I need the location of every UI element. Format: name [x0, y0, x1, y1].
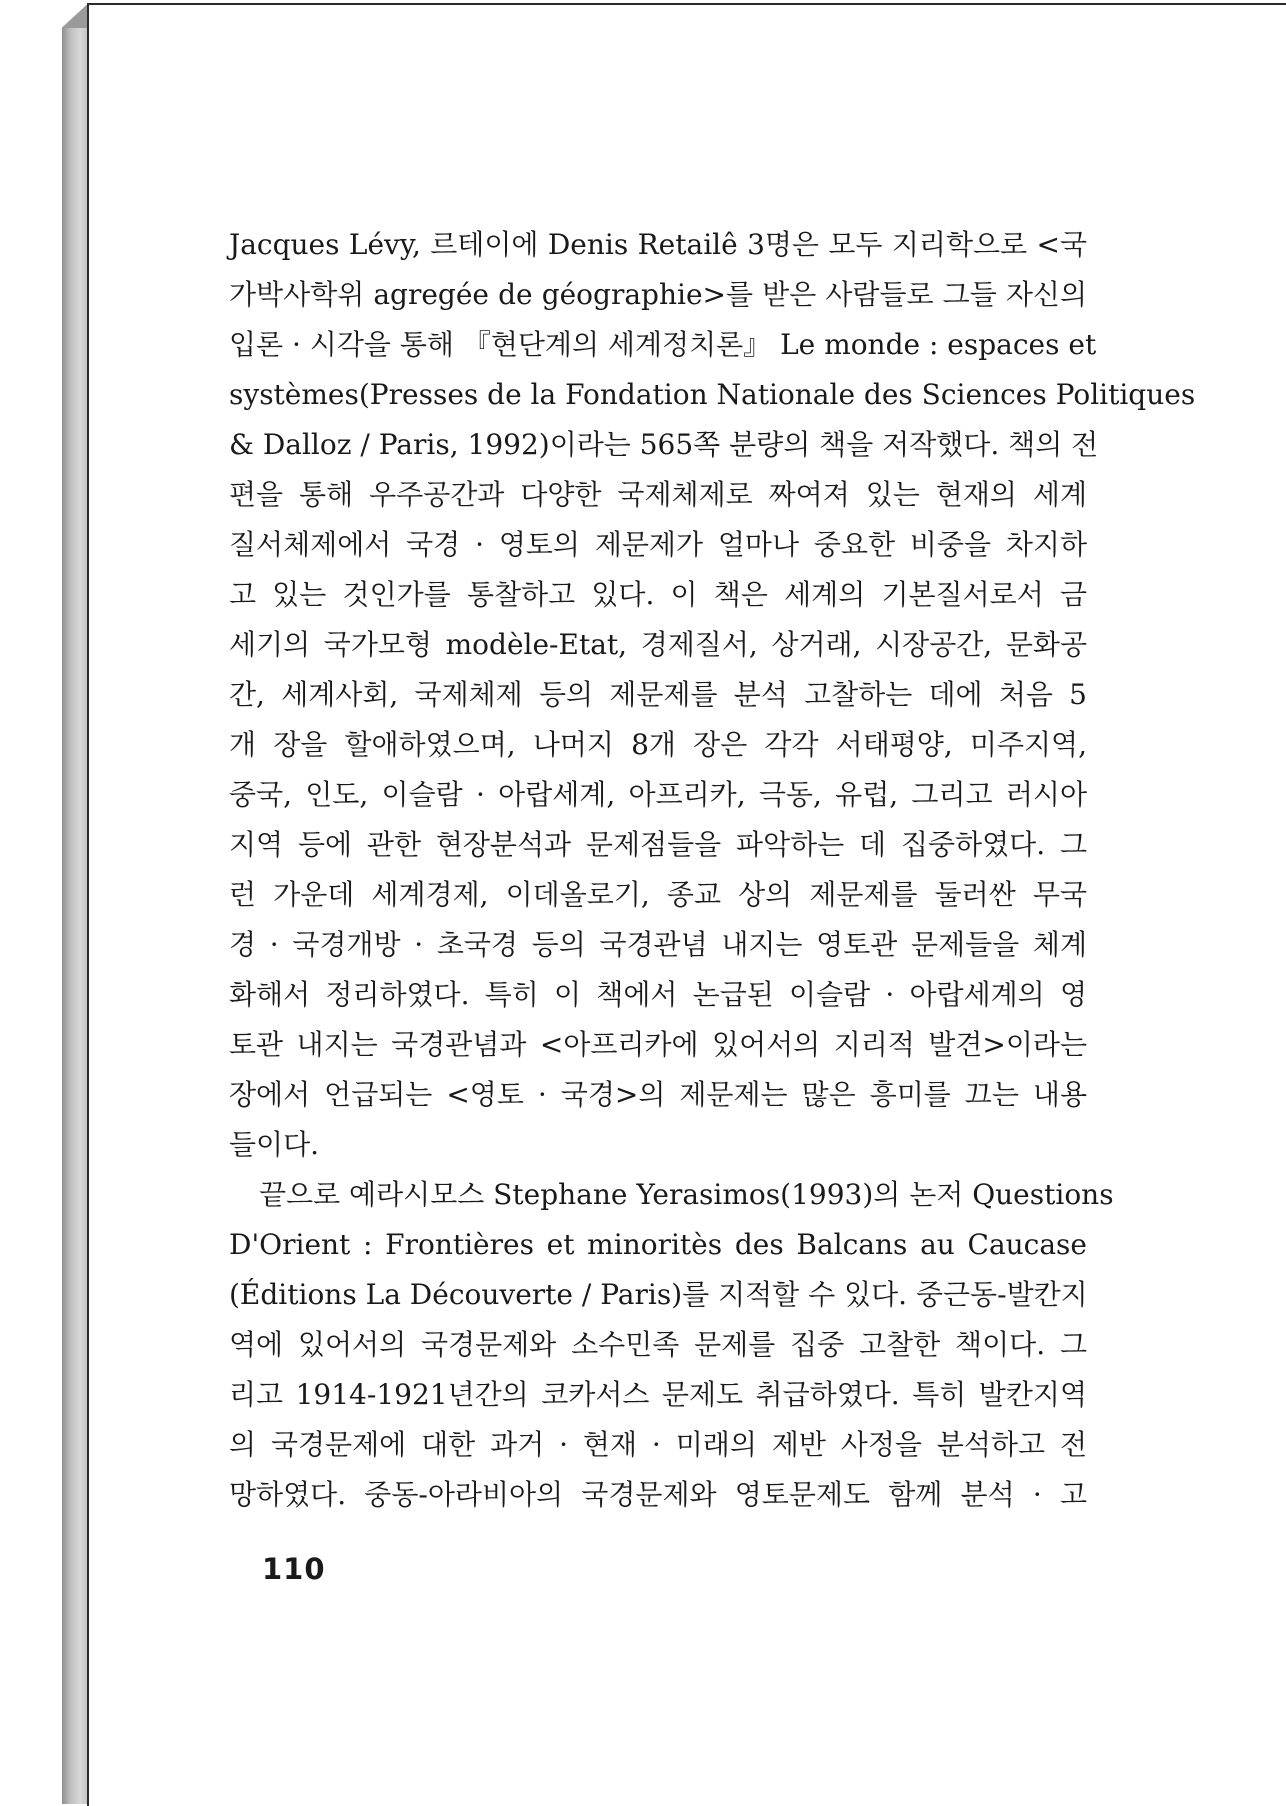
- text-line: 중국, 인도, 이슬람 · 아랍세계, 아프리카, 극동, 유럽, 그리고 러시아: [229, 778, 1087, 811]
- book-spine-top-edge: [62, 4, 88, 28]
- text-line: 편을 통해 우주공간과 다양한 국제체제로 짜여져 있는 현재의 세계: [229, 478, 1087, 511]
- text-line: 세기의 국가모형 modèle-Etat, 경제질서, 상거래, 시장공간, 문화공: [229, 628, 1087, 661]
- text-line: 지역 등에 관한 현장분석과 문제점들을 파악하는 데 집중하였다. 그: [229, 828, 1087, 861]
- text-line: 런 가운데 세계경제, 이데올로기, 종교 상의 제문제를 둘러싼 무국: [229, 878, 1087, 911]
- text-line: Jacques Lévy, 르테이에 Denis Retailê 3명은 모두 지리학으로 <국: [229, 228, 1087, 261]
- body-text: [229, 220, 1196, 1520]
- page-number: 110: [262, 1552, 326, 1586]
- text-line: 화해서 정리하였다. 특히 이 책에서 논급된 이슬람 · 아랍세계의 영: [229, 978, 1087, 1011]
- text-line: 경 · 국경개방 · 초국경 등의 국경관념 내지는 영토관 문제들을 체계: [229, 928, 1087, 961]
- text-line: D'Orient : Frontières et minoritès des Balcans au Caucase: [229, 1228, 1087, 1261]
- text-line: 끝으로 예라시모스 Stephane Yerasimos(1993)의 논저 Questions: [259, 1178, 1114, 1211]
- text-line: 망하였다. 중동-아라비아의 국경문제와 영토문제도 함께 분석 · 고: [229, 1478, 1087, 1511]
- text-line: 질서체제에서 국경 · 영토의 제문제가 얼마나 중요한 비중을 차지하: [229, 528, 1087, 561]
- text-line: 간, 세계사회, 국제체제 등의 제문제를 분석 고찰하는 데에 처음 5: [229, 678, 1087, 711]
- text-line: 개 장을 할애하였으며, 나머지 8개 장은 각각 서태평양, 미주지역,: [229, 728, 1087, 761]
- book-spine: [62, 8, 88, 1804]
- text-line: & Dalloz / Paris, 1992)이라는 565쪽 분량의 책을 저작했다. 책의 전: [229, 428, 1099, 461]
- text-line: (Éditions La Découverte / Paris)를 지적할 수 있다. 중근동-발칸지: [229, 1278, 1088, 1311]
- text-line: 역에 있어서의 국경문제와 소수민족 문제를 집중 고찰한 책이다. 그: [229, 1328, 1087, 1361]
- text-line: 입론 · 시각을 통해 『현단계의 세계정치론』 Le monde : espaces et: [229, 328, 1097, 361]
- text-line: systèmes(Presses de la Fondation Nationale des Sciences Politiques: [229, 378, 1196, 411]
- text-line: 토관 내지는 국경관념과 <아프리카에 있어서의 지리적 발견>이라는: [229, 1028, 1087, 1061]
- text-line: 장에서 언급되는 <영토 · 국경>의 제문제는 많은 흥미를 끄는 내용: [229, 1078, 1087, 1111]
- text-line: 고 있는 것인가를 통찰하고 있다. 이 책은 세계의 기본질서로서 금: [229, 578, 1087, 611]
- text-line: 들이다.: [229, 1128, 320, 1161]
- text-line: 리고 1914-1921년간의 코카서스 문제도 취급하였다. 특히 발칸지역: [229, 1378, 1087, 1411]
- text-line: 의 국경문제에 대한 과거 · 현재 · 미래의 제반 사정을 분석하고 전: [229, 1428, 1087, 1461]
- text-line: 가박사학위 agregée de géographie>를 받은 사람들로 그들 자신의: [229, 278, 1087, 311]
